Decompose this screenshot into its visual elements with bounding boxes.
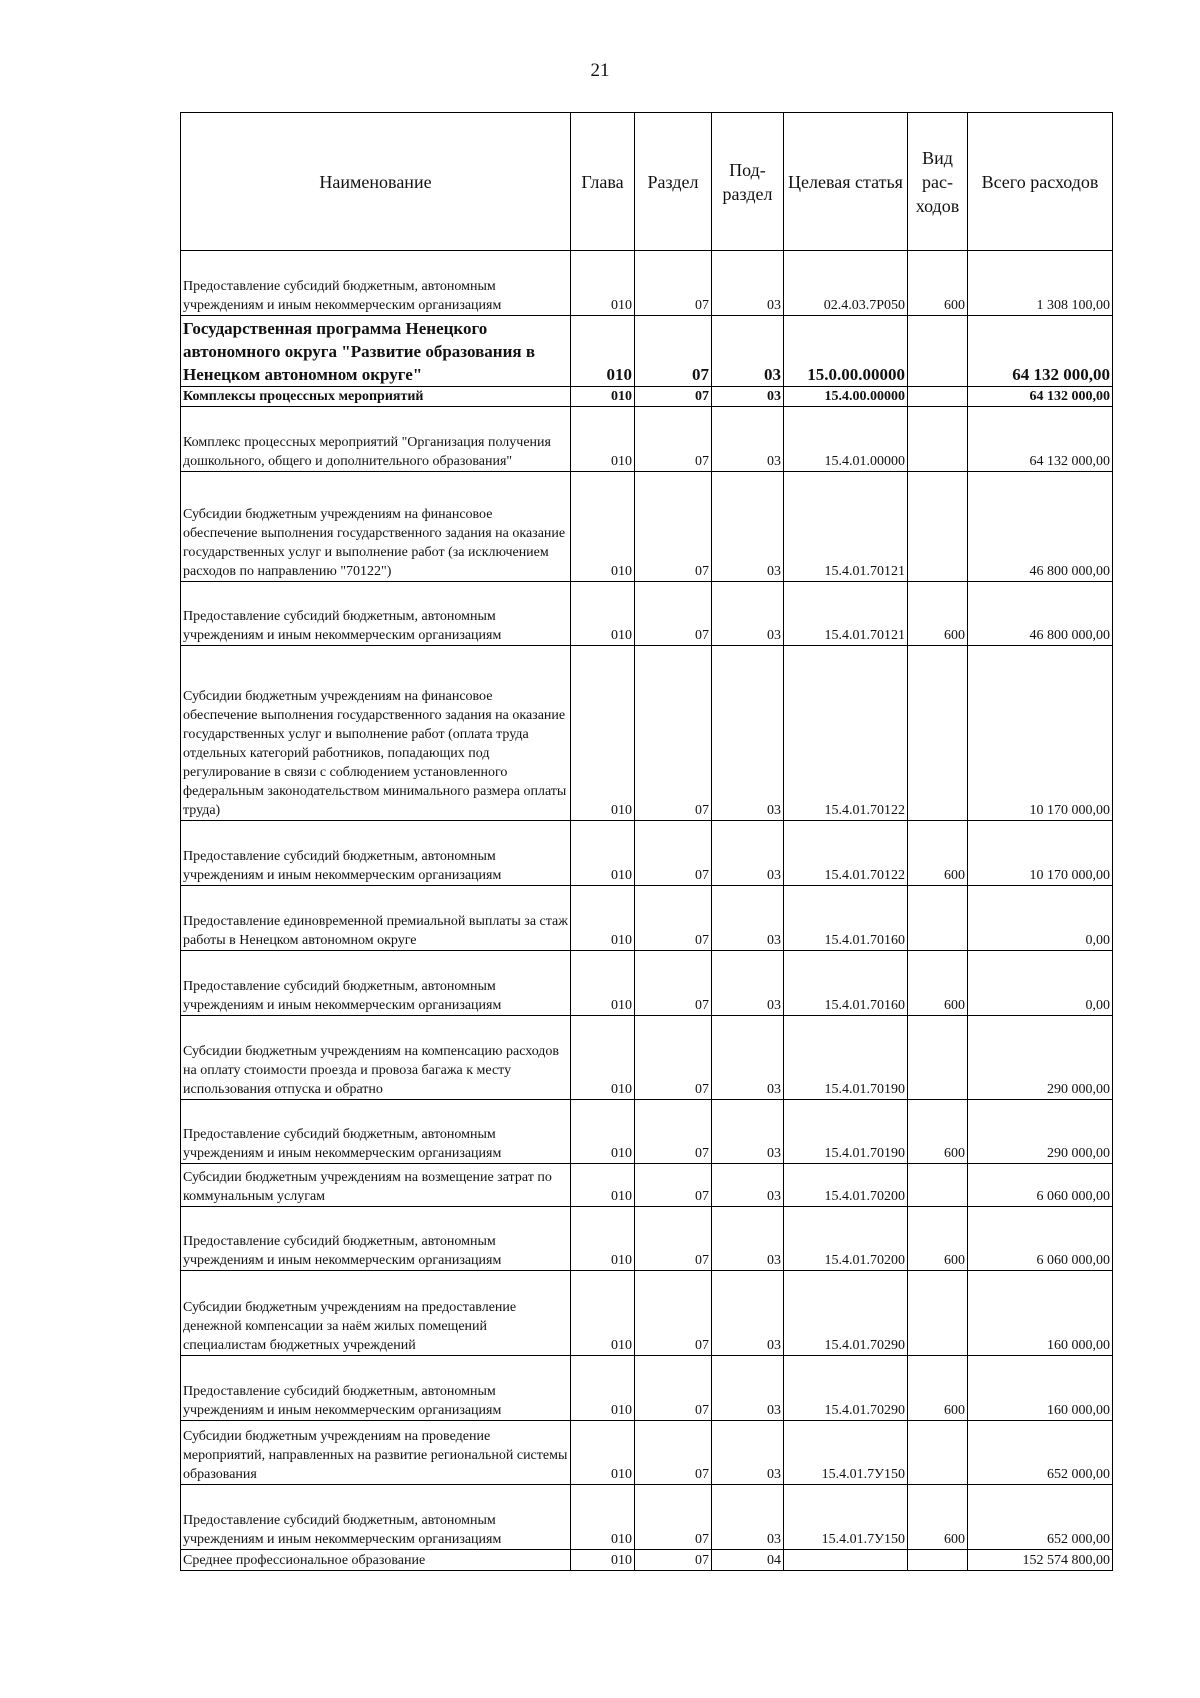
row-celevaya: 15.4.01.70290 — [784, 1271, 908, 1356]
row-podrazdel: 03 — [712, 821, 784, 886]
row-vid: 600 — [908, 951, 968, 1016]
table-row — [181, 472, 1113, 582]
row-glava: 010 — [571, 316, 635, 387]
row-razdel: 07 — [635, 1016, 712, 1100]
row-glava: 010 — [571, 1207, 635, 1271]
header-razdel: Раздел — [635, 113, 712, 251]
row-vid: 600 — [908, 582, 968, 646]
row-name: Комплекс процессных мероприятий "Организация получения дошкольного, общего и дополнительного образования" — [181, 407, 571, 472]
row-name: Предоставление субсидий бюджетным, автономным учреждениям и иным некоммерческим организациям — [181, 951, 571, 1016]
header-podrazdel: Под-раздел — [712, 113, 784, 251]
row-name: Предоставление субсидий бюджетным, автономным учреждениям и иным некоммерческим организациям — [181, 821, 571, 886]
row-glava: 010 — [571, 646, 635, 821]
row-vid: 600 — [908, 821, 968, 886]
table-row — [181, 1207, 1113, 1271]
table-row — [181, 1164, 1113, 1207]
row-vid: 600 — [908, 1207, 968, 1271]
row-razdel: 07 — [635, 1207, 712, 1271]
row-razdel: 07 — [635, 1164, 712, 1207]
row-podrazdel: 03 — [712, 1207, 784, 1271]
row-razdel: 07 — [635, 1485, 712, 1550]
row-razdel: 07 — [635, 316, 712, 387]
row-celevaya: 15.0.00.00000 — [784, 316, 908, 387]
table-row — [181, 407, 1113, 472]
row-razdel: 07 — [635, 472, 712, 582]
table-row — [181, 251, 1113, 316]
page-number: 21 — [590, 60, 610, 81]
row-razdel: 07 — [635, 1421, 712, 1485]
table-row — [181, 951, 1113, 1016]
row-name: Среднее профессиональное образование — [181, 1550, 571, 1571]
row-podrazdel: 03 — [712, 1421, 784, 1485]
row-razdel: 07 — [635, 251, 712, 316]
table-row — [181, 1016, 1113, 1100]
row-glava: 010 — [571, 951, 635, 1016]
table-row — [181, 1271, 1113, 1356]
row-vid — [908, 1550, 968, 1571]
row-celevaya: 15.4.01.70190 — [784, 1100, 908, 1164]
table-row — [181, 582, 1113, 646]
row-total: 46 800 000,00 — [968, 472, 1113, 582]
row-glava: 010 — [571, 1550, 635, 1571]
row-vid: 600 — [908, 251, 968, 316]
row-glava: 010 — [571, 407, 635, 472]
row-vid: 600 — [908, 1356, 968, 1421]
row-name: Предоставление субсидий бюджетным, автономным учреждениям и иным некоммерческим организациям — [181, 582, 571, 646]
row-name: Предоставление единовременной премиальной выплаты за стаж работы в Ненецком автономном округе — [181, 886, 571, 951]
row-glava: 010 — [571, 387, 635, 407]
row-vid — [908, 646, 968, 821]
row-glava: 010 — [571, 1164, 635, 1207]
row-podrazdel: 03 — [712, 951, 784, 1016]
row-celevaya: 15.4.01.70121 — [784, 582, 908, 646]
row-name: Субсидии бюджетным учреждениям на предоставление денежной компенсации за наём жилых помещений специалистам бюджетных учреждений — [181, 1271, 571, 1356]
row-razdel: 07 — [635, 387, 712, 407]
row-total: 290 000,00 — [968, 1016, 1113, 1100]
row-podrazdel: 03 — [712, 582, 784, 646]
row-celevaya: 15.4.01.70122 — [784, 646, 908, 821]
row-celevaya: 02.4.03.7Р050 — [784, 251, 908, 316]
row-podrazdel: 03 — [712, 1356, 784, 1421]
row-celevaya: 15.4.01.70160 — [784, 886, 908, 951]
row-glava: 010 — [571, 1421, 635, 1485]
header-row — [181, 113, 1113, 251]
row-name: Комплексы процессных мероприятий — [181, 387, 571, 407]
table-row — [181, 1485, 1113, 1550]
row-total: 6 060 000,00 — [968, 1164, 1113, 1207]
row-celevaya — [784, 1550, 908, 1571]
row-podrazdel: 03 — [712, 1016, 784, 1100]
row-vid — [908, 1016, 968, 1100]
row-razdel: 07 — [635, 951, 712, 1016]
table-row-section — [181, 387, 1113, 407]
row-vid — [908, 886, 968, 951]
row-vid — [908, 1164, 968, 1207]
row-total: 1 308 100,00 — [968, 251, 1113, 316]
row-total: 160 000,00 — [968, 1271, 1113, 1356]
table-row — [181, 646, 1113, 821]
row-name: Предоставление субсидий бюджетным, автономным учреждениям и иным некоммерческим организациям — [181, 251, 571, 316]
row-glava: 010 — [571, 1485, 635, 1550]
row-razdel: 07 — [635, 407, 712, 472]
row-razdel: 07 — [635, 646, 712, 821]
header-total: Всего расходов — [968, 113, 1113, 251]
row-name: Государственная программа Ненецкого автономного округа "Развитие образования в Ненецком автономном округе" — [181, 316, 571, 387]
row-podrazdel: 03 — [712, 1100, 784, 1164]
row-name: Субсидии бюджетным учреждениям на возмещение затрат по коммунальным услугам — [181, 1164, 571, 1207]
row-vid — [908, 1421, 968, 1485]
row-total: 652 000,00 — [968, 1421, 1113, 1485]
row-vid — [908, 472, 968, 582]
row-total: 64 132 000,00 — [968, 407, 1113, 472]
row-razdel: 07 — [635, 886, 712, 951]
row-celevaya: 15.4.01.70200 — [784, 1207, 908, 1271]
row-celevaya: 15.4.01.70121 — [784, 472, 908, 582]
row-podrazdel: 03 — [712, 472, 784, 582]
row-razdel: 07 — [635, 1271, 712, 1356]
row-vid — [908, 1271, 968, 1356]
row-glava: 010 — [571, 1356, 635, 1421]
row-name: Предоставление субсидий бюджетным, автономным учреждениям и иным некоммерческим организациям — [181, 1356, 571, 1421]
row-name: Предоставление субсидий бюджетным, автономным учреждениям и иным некоммерческим организациям — [181, 1100, 571, 1164]
row-vid: 600 — [908, 1485, 968, 1550]
row-podrazdel: 03 — [712, 1271, 784, 1356]
row-podrazdel: 03 — [712, 1164, 784, 1207]
row-celevaya: 15.4.01.00000 — [784, 407, 908, 472]
row-glava: 010 — [571, 1100, 635, 1164]
row-podrazdel: 04 — [712, 1550, 784, 1571]
row-podrazdel: 03 — [712, 646, 784, 821]
row-podrazdel: 03 — [712, 387, 784, 407]
row-total: 290 000,00 — [968, 1100, 1113, 1164]
row-total: 152 574 800,00 — [968, 1550, 1113, 1571]
row-name: Субсидии бюджетным учреждениям на финансовое обеспечение выполнения государственного задания на оказание государственных услуг и выполнение работ (за исключением расходов по направлению "70122") — [181, 472, 571, 582]
row-glava: 010 — [571, 582, 635, 646]
row-name: Предоставление субсидий бюджетным, автономным учреждениям и иным некоммерческим организациям — [181, 1207, 571, 1271]
row-vid — [908, 316, 968, 387]
header-name: Наименование — [181, 113, 571, 251]
table-row — [181, 886, 1113, 951]
table-row — [181, 821, 1113, 886]
row-razdel: 07 — [635, 582, 712, 646]
row-podrazdel: 03 — [712, 886, 784, 951]
row-vid: 600 — [908, 1100, 968, 1164]
table-row — [181, 1550, 1113, 1571]
table-row — [181, 1100, 1113, 1164]
row-name: Субсидии бюджетным учреждениям на проведение мероприятий, направленных на развитие региональной системы образования — [181, 1421, 571, 1485]
row-glava: 010 — [571, 472, 635, 582]
row-celevaya: 15.4.01.7У150 — [784, 1421, 908, 1485]
row-glava: 010 — [571, 1016, 635, 1100]
row-total: 160 000,00 — [968, 1356, 1113, 1421]
table-row-program — [181, 316, 1113, 387]
row-vid — [908, 387, 968, 407]
row-total: 0,00 — [968, 951, 1113, 1016]
row-total: 10 170 000,00 — [968, 821, 1113, 886]
row-name: Субсидии бюджетным учреждениям на компенсацию расходов на оплату стоимости проезда и провоза багажа к месту использования отпуска и обратно — [181, 1016, 571, 1100]
header-glava: Глава — [571, 113, 635, 251]
row-glava: 010 — [571, 251, 635, 316]
row-razdel: 07 — [635, 1100, 712, 1164]
row-total: 652 000,00 — [968, 1485, 1113, 1550]
row-razdel: 07 — [635, 821, 712, 886]
row-total: 64 132 000,00 — [968, 316, 1113, 387]
row-razdel: 07 — [635, 1356, 712, 1421]
table-row — [181, 1356, 1113, 1421]
row-total: 0,00 — [968, 886, 1113, 951]
row-podrazdel: 03 — [712, 407, 784, 472]
row-celevaya: 15.4.01.70200 — [784, 1164, 908, 1207]
row-celevaya: 15.4.01.70160 — [784, 951, 908, 1016]
table-row — [181, 1421, 1113, 1485]
row-celevaya: 15.4.00.00000 — [784, 387, 908, 407]
row-podrazdel: 03 — [712, 251, 784, 316]
row-total: 64 132 000,00 — [968, 387, 1113, 407]
row-razdel: 07 — [635, 1550, 712, 1571]
row-glava: 010 — [571, 821, 635, 886]
row-celevaya: 15.4.01.70290 — [784, 1356, 908, 1421]
row-celevaya: 15.4.01.7У150 — [784, 1485, 908, 1550]
row-total: 6 060 000,00 — [968, 1207, 1113, 1271]
row-total: 10 170 000,00 — [968, 646, 1113, 821]
row-podrazdel: 03 — [712, 1485, 784, 1550]
row-name: Субсидии бюджетным учреждениям на финансовое обеспечение выполнения государственного задания на оказание государственных услуг и выполнение работ (оплата труда отдельных категорий работников, попадающих под регулирование в связи с соблюдением установленного федеральным законодательством минимального размера оплаты труда) — [181, 646, 571, 821]
row-podrazdel: 03 — [712, 316, 784, 387]
budget-table — [180, 112, 1113, 1571]
header-celevaya: Целевая статья — [784, 113, 908, 251]
row-name: Предоставление субсидий бюджетным, автономным учреждениям и иным некоммерческим организациям — [181, 1485, 571, 1550]
row-total: 46 800 000,00 — [968, 582, 1113, 646]
row-celevaya: 15.4.01.70122 — [784, 821, 908, 886]
header-vid: Вид рас-ходов — [908, 113, 968, 251]
row-celevaya: 15.4.01.70190 — [784, 1016, 908, 1100]
row-glava: 010 — [571, 1271, 635, 1356]
row-vid — [908, 407, 968, 472]
row-glava: 010 — [571, 886, 635, 951]
